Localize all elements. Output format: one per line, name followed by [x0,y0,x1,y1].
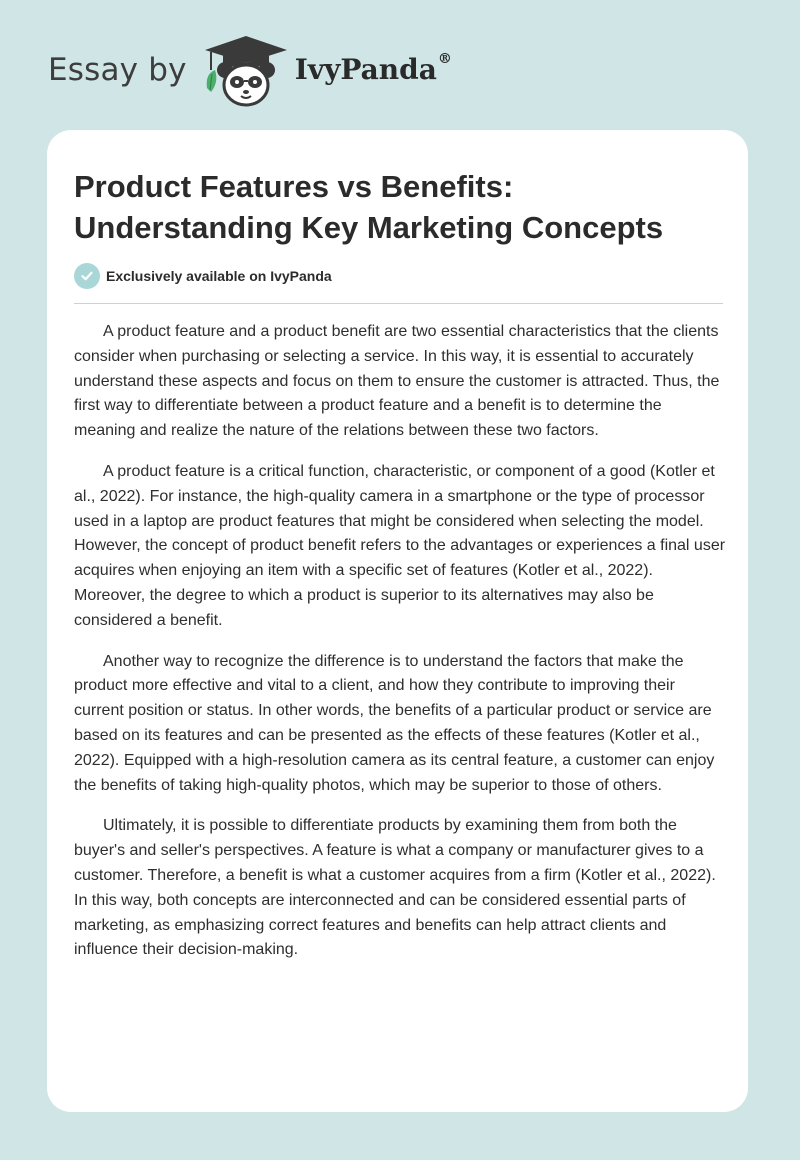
paragraph: Ultimately, it is possible to differentiate products by examining them from both the buyer's and seller's perspectives. A feature is what a company or manufacturer gives to a customer. Therefore, a benefit is what a customer acquires from a firm (Kotler et al., 2022). In this way, both concepts are interconnected and can be considered essential parts of marketing, as emphasizing correct features and benefits can help attract clients and influence their decision-making. [74,817,716,959]
brand-prefix: Essay by [48,51,187,88]
exclusive-badge [74,263,332,289]
paragraph: Another way to recognize the difference is to understand the factors that make the product more effective and vital to a client, and how they contribute to improving their current position or status. In other words, the benefits of a particular product or service are based on its features and can be presented as the effects of these features (Kotler et al., 2022). Equipped with a high-resolution camera as its central feature, a customer can enjoy the benefits of taking high-quality photos, which may be superior to those of others. [74,652,715,794]
paragraph: A product feature is a critical function, characteristic, or component of a good (Kotler et al., 2022). For instance, the high-quality camera in a smartphone or the type of processor used in a laptop are product features that might be considered when selecting the model. However, the concept of product benefit refers to the advantages or experiences a final user acquires when enjoying an item with a specific set of features (Kotler et al., 2022). Moreover, the degree to which a product is superior to its alternatives may also be considered a benefit. [74,462,726,629]
registered-mark: ® [437,51,452,67]
brand-name[interactable]: IvyPanda® [294,51,452,86]
essay-body [74,320,726,979]
panda-graduate-logo-icon[interactable] [203,30,289,110]
check-circle-icon [74,263,100,289]
essay-card [47,130,748,1112]
site-header [48,30,452,110]
page-title: Product Features vs Benefits: Understanding Key Marketing Concepts [74,169,664,245]
title-divider [74,303,723,304]
badge-label: Exclusively available on IvyPanda [106,268,332,284]
paragraph: A product feature and a product benefit are two essential characteristics that the clients consider when purchasing or selecting a service. In this way, it is essential to accurately understand these aspects and focus on them to ensure the customer is attracted. Thus, the first way to differentiate between a product feature and a benefit is to determine the meaning and realize the nature of the relations between these two factors. [74,323,720,440]
